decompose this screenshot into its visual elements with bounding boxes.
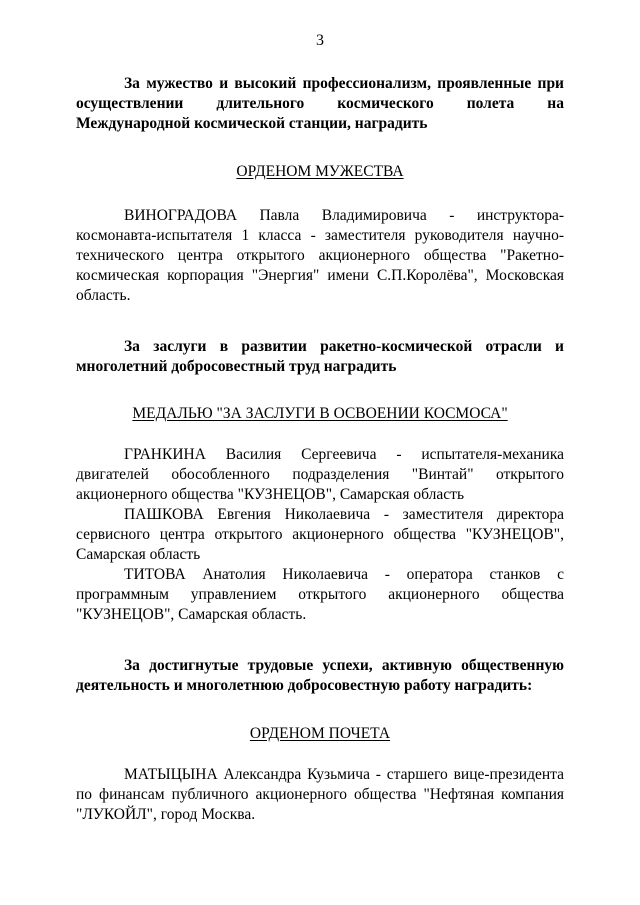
- recipient-matytsyn: МАТЫЦЫНА Александра Кузьмича - старшего вице-президента по финансам публичного акционерного общества "Нефтяная компания "ЛУКОЙЛ", город Москва.: [76, 766, 564, 823]
- award-intro-2: За заслуги в развитии ракетно-космической отрасли и многолетний добросовестный труд наградить: [76, 338, 564, 375]
- page-number: 3: [316, 32, 324, 49]
- recipient-titov: ТИТОВА Анатолия Николаевича - оператора станков с программным управлением открытого акционерного общества "КУЗНЕЦОВ", Самарская область.: [76, 566, 564, 623]
- award-title-3: ОРДЕНОМ ПОЧЕТА: [249, 725, 391, 742]
- award-intro-1: За мужество и высокий профессионализм, проявленные при осуществлении длительного космического полета на Международной космической станции, наградить: [76, 75, 564, 132]
- document-body: [76, 74, 564, 825]
- recipient-pashkov: ПАШКОВА Евгения Николаевича - заместителя директора сервисного центра открытого акционерного общества "КУЗНЕЦОВ", Самарская область: [76, 506, 564, 563]
- recipient-grankin: ГРАНКИНА Василия Сергеевича - испытателя-механика двигателей обособленного подразделения "Винтай" открытого акционерного общества "КУЗНЕЦОВ", Самарская область: [76, 446, 564, 503]
- recipient-vinogradov: ВИНОГРАДОВА Павла Владимировича - инструктора-космонавта-испытателя 1 класса - заместителя руководителя научно-технического центра открытого акционерного общества "Ракетно-космическая корпорация "Энергия" имени С.П.Королёва", Московская область.: [76, 207, 564, 304]
- award-title-1: ОРДЕНОМ МУЖЕСТВА: [236, 163, 404, 180]
- award-title-2: МЕДАЛЬЮ "ЗА ЗАСЛУГИ В ОСВОЕНИИ КОСМОСА": [132, 405, 508, 422]
- award-intro-3: За достигнутые трудовые успехи, активную общественную деятельность и многолетнюю добросовестную работу наградить:: [76, 657, 564, 694]
